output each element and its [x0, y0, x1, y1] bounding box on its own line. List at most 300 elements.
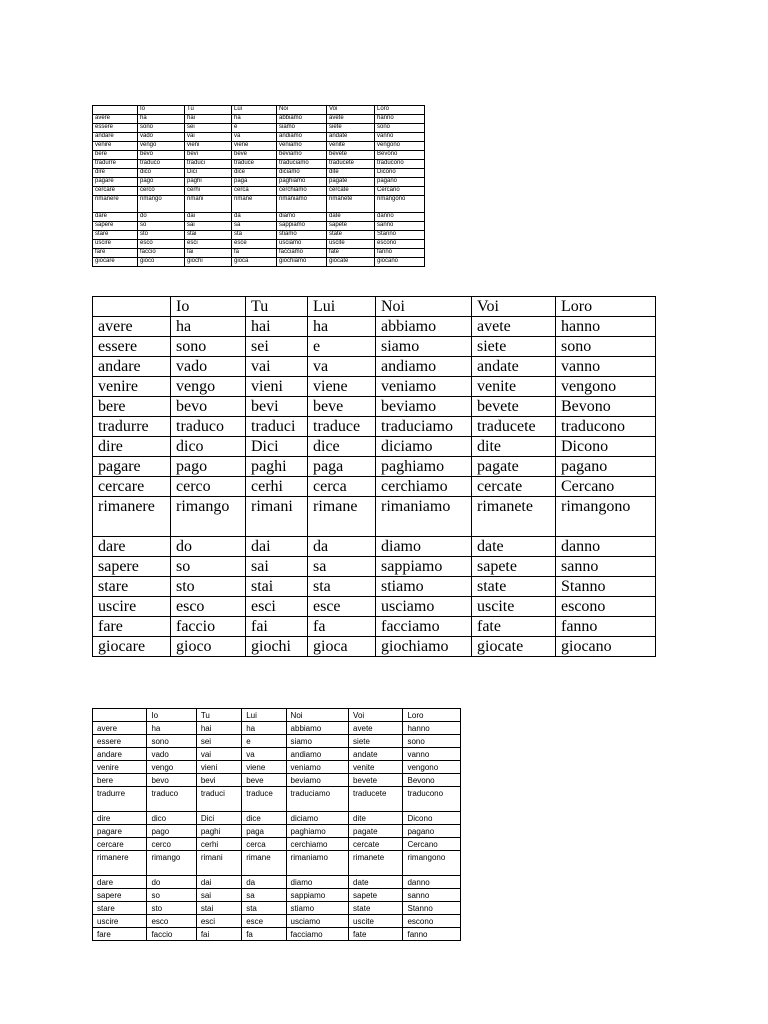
header-corner-cell — [93, 709, 147, 722]
conjugation-cell: sapete — [472, 557, 556, 577]
conjugation-cell: gioca — [308, 637, 376, 657]
conjugation-cell: so — [171, 557, 246, 577]
conjugation-cell: beve — [242, 774, 286, 787]
table-row — [93, 915, 461, 928]
conjugation-table-medium — [92, 708, 461, 941]
conjugation-cell: uscite — [327, 240, 375, 249]
table-row — [93, 617, 656, 637]
verb-cell: sapere — [93, 557, 171, 577]
conjugation-cell: sappiamo — [277, 222, 327, 231]
conjugation-cell: escono — [556, 597, 656, 617]
conjugation-cell: veniamo — [376, 377, 472, 397]
verb-cell: rimanere — [93, 196, 138, 213]
conjugation-cell: vai — [246, 357, 308, 377]
conjugation-cell: vengono — [375, 142, 425, 151]
header-cell: Lui — [232, 106, 277, 115]
conjugation-cell: sai — [196, 889, 241, 902]
conjugation-cell: vai — [196, 748, 241, 761]
conjugation-cell: vado — [171, 357, 246, 377]
conjugation-cell: rimane — [308, 497, 376, 537]
conjugation-cell: vengono — [556, 377, 656, 397]
conjugation-cell: cerchiamo — [376, 477, 472, 497]
conjugation-cell: do — [147, 876, 196, 889]
header-cell: Tu — [185, 106, 232, 115]
table-row — [93, 213, 425, 222]
conjugation-cell: esce — [232, 240, 277, 249]
conjugation-cell: fai — [196, 928, 241, 941]
conjugation-cell: fai — [246, 617, 308, 637]
conjugation-cell: hai — [196, 722, 241, 735]
conjugation-cell: pagano — [403, 825, 461, 838]
conjugation-cell: siete — [472, 337, 556, 357]
conjugation-cell: sapete — [349, 889, 403, 902]
verb-cell: avere — [93, 722, 147, 735]
conjugation-cell: fate — [472, 617, 556, 637]
header-row — [93, 709, 461, 722]
verb-cell: venire — [93, 761, 147, 774]
verb-cell: bere — [93, 151, 138, 160]
conjugation-cell: dico — [147, 812, 196, 825]
table-row — [93, 735, 461, 748]
conjugation-cell: cerco — [138, 187, 185, 196]
conjugation-cell: cerca — [232, 187, 277, 196]
verb-cell: venire — [93, 377, 171, 397]
conjugation-cell: fa — [242, 928, 286, 941]
conjugation-cell: faccio — [138, 249, 185, 258]
conjugation-cell: pago — [138, 178, 185, 187]
conjugation-cell: sta — [308, 577, 376, 597]
conjugation-cell: giocano — [375, 258, 425, 267]
conjugation-cell: traduce — [232, 160, 277, 169]
verb-cell: andare — [93, 133, 138, 142]
conjugation-cell: Dicono — [375, 169, 425, 178]
conjugation-cell: esci — [196, 915, 241, 928]
conjugation-cell: beviamo — [277, 151, 327, 160]
table-row — [93, 249, 425, 258]
conjugation-cell: dice — [232, 169, 277, 178]
conjugation-cell: traduci — [246, 417, 308, 437]
conjugation-cell: abbiamo — [277, 115, 327, 124]
conjugation-cell: fa — [308, 617, 376, 637]
conjugation-cell: stiamo — [286, 902, 349, 915]
conjugation-cell: hanno — [403, 722, 461, 735]
conjugation-cell: paghiamo — [376, 457, 472, 477]
conjugation-cell: dite — [327, 169, 375, 178]
conjugation-cell: giochi — [246, 637, 308, 657]
conjugation-cell: sei — [246, 337, 308, 357]
conjugation-cell: facciamo — [286, 928, 349, 941]
conjugation-cell: pagate — [472, 457, 556, 477]
conjugation-cell: traduciamo — [376, 417, 472, 437]
conjugation-cell: Bevono — [556, 397, 656, 417]
header-cell: Loro — [375, 106, 425, 115]
conjugation-cell: ha — [147, 722, 196, 735]
conjugation-cell: veniamo — [286, 761, 349, 774]
verb-cell: rimanere — [93, 497, 171, 537]
header-row — [93, 297, 656, 317]
conjugation-cell: Dici — [246, 437, 308, 457]
conjugation-cell: traduco — [147, 787, 196, 812]
conjugation-cell: esco — [171, 597, 246, 617]
conjugation-cell: abbiamo — [286, 722, 349, 735]
conjugation-cell: traducete — [472, 417, 556, 437]
conjugation-cell: andiamo — [277, 133, 327, 142]
table-row — [93, 337, 656, 357]
conjugation-cell: bevo — [138, 151, 185, 160]
conjugation-cell: usciamo — [376, 597, 472, 617]
conjugation-cell: venite — [327, 142, 375, 151]
conjugation-cell: sei — [185, 124, 232, 133]
conjugation-cell: giocate — [472, 637, 556, 657]
table-row — [93, 160, 425, 169]
conjugation-cell: siamo — [286, 735, 349, 748]
conjugation-cell: vieni — [196, 761, 241, 774]
conjugation-cell: sanno — [556, 557, 656, 577]
conjugation-cell: do — [171, 537, 246, 557]
verb-cell: dare — [93, 213, 138, 222]
conjugation-cell: fa — [232, 249, 277, 258]
conjugation-cell: danno — [375, 213, 425, 222]
conjugation-cell: Stanno — [403, 902, 461, 915]
conjugation-cell: fate — [327, 249, 375, 258]
conjugation-cell: Dicono — [556, 437, 656, 457]
conjugation-cell: traducete — [327, 160, 375, 169]
verb-cell: uscire — [93, 240, 138, 249]
table-row — [93, 317, 656, 337]
conjugation-cell: so — [138, 222, 185, 231]
conjugation-cell: sappiamo — [376, 557, 472, 577]
conjugation-cell: andate — [349, 748, 403, 761]
conjugation-cell: Bevono — [403, 774, 461, 787]
conjugation-cell: gioco — [171, 637, 246, 657]
conjugation-cell: usciamo — [286, 915, 349, 928]
conjugation-cell: do — [138, 213, 185, 222]
conjugation-cell: fanno — [556, 617, 656, 637]
conjugation-cell: diciamo — [277, 169, 327, 178]
header-cell: Lui — [308, 297, 376, 317]
conjugation-cell: siamo — [376, 337, 472, 357]
conjugation-cell: diciamo — [376, 437, 472, 457]
conjugation-cell: sai — [246, 557, 308, 577]
conjugation-cell: vanno — [403, 748, 461, 761]
conjugation-cell: usciamo — [277, 240, 327, 249]
conjugation-cell: Cercano — [375, 187, 425, 196]
table-row — [93, 258, 425, 267]
header-cell: Noi — [286, 709, 349, 722]
conjugation-cell: rimaniamo — [286, 851, 349, 876]
conjugation-cell: Dicono — [403, 812, 461, 825]
conjugation-cell: sa — [232, 222, 277, 231]
conjugation-cell: vanno — [375, 133, 425, 142]
conjugation-cell: pagate — [327, 178, 375, 187]
conjugation-cell: rimane — [232, 196, 277, 213]
table-row — [93, 838, 461, 851]
conjugation-cell: ha — [171, 317, 246, 337]
conjugation-cell: fate — [349, 928, 403, 941]
header-cell: Io — [171, 297, 246, 317]
verb-cell: stare — [93, 231, 138, 240]
table-row — [93, 115, 425, 124]
conjugation-cell: cerhi — [246, 477, 308, 497]
conjugation-cell: traduco — [138, 160, 185, 169]
conjugation-cell: traducono — [375, 160, 425, 169]
conjugation-cell: sai — [185, 222, 232, 231]
conjugation-cell: stai — [246, 577, 308, 597]
header-cell: Voi — [472, 297, 556, 317]
conjugation-cell: cercate — [327, 187, 375, 196]
conjugation-cell: paghiamo — [277, 178, 327, 187]
conjugation-cell: rimango — [147, 851, 196, 876]
conjugation-cell: sto — [171, 577, 246, 597]
conjugation-cell: danno — [556, 537, 656, 557]
conjugation-cell: cercate — [472, 477, 556, 497]
table-row — [93, 196, 425, 213]
conjugation-cell: da — [308, 537, 376, 557]
verb-cell: rimanere — [93, 851, 147, 876]
conjugation-cell: sono — [403, 735, 461, 748]
table-row — [93, 902, 461, 915]
conjugation-cell: esci — [185, 240, 232, 249]
conjugation-cell: e — [242, 735, 286, 748]
table-row — [93, 417, 656, 437]
conjugation-cell: diamo — [277, 213, 327, 222]
conjugation-cell: andiamo — [286, 748, 349, 761]
conjugation-cell: sono — [375, 124, 425, 133]
table-row — [93, 761, 461, 774]
table-row — [93, 169, 425, 178]
conjugation-cell: paghi — [185, 178, 232, 187]
conjugation-cell: hanno — [375, 115, 425, 124]
conjugation-cell: avete — [349, 722, 403, 735]
header-cell: Loro — [556, 297, 656, 317]
conjugation-cell: stai — [196, 902, 241, 915]
table-row — [93, 240, 425, 249]
conjugation-cell: gioco — [138, 258, 185, 267]
conjugation-cell: rimane — [242, 851, 286, 876]
conjugation-cell: paghi — [246, 457, 308, 477]
conjugation-cell: diciamo — [286, 812, 349, 825]
conjugation-cell: date — [327, 213, 375, 222]
conjugation-cell: viene — [232, 142, 277, 151]
conjugation-cell: traduce — [242, 787, 286, 812]
conjugation-cell: bevi — [246, 397, 308, 417]
conjugation-cell: dice — [308, 437, 376, 457]
verb-cell: avere — [93, 115, 138, 124]
conjugation-cell: andate — [472, 357, 556, 377]
conjugation-cell: date — [472, 537, 556, 557]
verb-cell: pagare — [93, 825, 147, 838]
verb-cell: cercare — [93, 187, 138, 196]
conjugation-cell: sta — [242, 902, 286, 915]
table-row — [93, 812, 461, 825]
header-cell: Voi — [349, 709, 403, 722]
conjugation-cell: pagano — [556, 457, 656, 477]
conjugation-cell: sono — [147, 735, 196, 748]
conjugation-cell: sono — [556, 337, 656, 357]
table-row — [93, 437, 656, 457]
table-row — [93, 748, 461, 761]
table-row — [93, 928, 461, 941]
conjugation-cell: dico — [138, 169, 185, 178]
conjugation-cell: stai — [185, 231, 232, 240]
verb-cell: essere — [93, 124, 138, 133]
conjugation-cell: fai — [185, 249, 232, 258]
conjugation-cell: vai — [185, 133, 232, 142]
header-cell: Voi — [327, 106, 375, 115]
verb-cell: dire — [93, 437, 171, 457]
conjugation-cell: da — [242, 876, 286, 889]
conjugation-cell: vengo — [171, 377, 246, 397]
table-row — [93, 876, 461, 889]
conjugation-cell: dai — [185, 213, 232, 222]
conjugation-cell: vado — [138, 133, 185, 142]
conjugation-cell: stiamo — [277, 231, 327, 240]
conjugation-cell: bevo — [171, 397, 246, 417]
table-row — [93, 477, 656, 497]
conjugation-cell: hanno — [556, 317, 656, 337]
conjugation-cell: bevi — [185, 151, 232, 160]
header-cell: Noi — [277, 106, 327, 115]
conjugation-cell: traduci — [185, 160, 232, 169]
conjugation-cell: cerca — [308, 477, 376, 497]
conjugation-cell: rimangono — [403, 851, 461, 876]
conjugation-cell: da — [232, 213, 277, 222]
conjugation-cell: uscite — [472, 597, 556, 617]
header-cell: Io — [138, 106, 185, 115]
header-corner-cell — [93, 297, 171, 317]
verb-cell: sapere — [93, 889, 147, 902]
conjugation-cell: rimangono — [375, 196, 425, 213]
header-cell: Noi — [376, 297, 472, 317]
conjugation-cell: sa — [242, 889, 286, 902]
conjugation-cell: Cercano — [556, 477, 656, 497]
conjugation-cell: paga — [308, 457, 376, 477]
conjugation-cell: diamo — [376, 537, 472, 557]
conjugation-cell: dai — [246, 537, 308, 557]
verb-cell: andare — [93, 748, 147, 761]
table-row — [93, 357, 656, 377]
verb-cell: tradurre — [93, 160, 138, 169]
conjugation-cell: pagate — [349, 825, 403, 838]
conjugation-cell: Dici — [185, 169, 232, 178]
conjugation-cell: pago — [171, 457, 246, 477]
conjugation-cell: faccio — [171, 617, 246, 637]
conjugation-cell: fanno — [403, 928, 461, 941]
conjugation-cell: bevi — [196, 774, 241, 787]
header-row — [93, 106, 425, 115]
conjugation-cell: traduci — [196, 787, 241, 812]
conjugation-cell: cerca — [242, 838, 286, 851]
verb-cell: pagare — [93, 457, 171, 477]
conjugation-cell: bevete — [349, 774, 403, 787]
conjugation-cell: vengono — [403, 761, 461, 774]
conjugation-cell: esce — [242, 915, 286, 928]
conjugation-cell: Bevono — [375, 151, 425, 160]
verb-cell: sapere — [93, 222, 138, 231]
table-row — [93, 377, 656, 397]
table-row — [93, 231, 425, 240]
verb-cell: dire — [93, 812, 147, 825]
conjugation-cell: esci — [246, 597, 308, 617]
conjugation-cell: rimango — [171, 497, 246, 537]
conjugation-cell: giochiamo — [376, 637, 472, 657]
conjugation-cell: sa — [308, 557, 376, 577]
conjugation-cell: avete — [327, 115, 375, 124]
conjugation-cell: sanno — [403, 889, 461, 902]
conjugation-cell: traducete — [349, 787, 403, 812]
table-row — [93, 597, 656, 617]
conjugation-cell: rimaniamo — [376, 497, 472, 537]
table-row — [93, 457, 656, 477]
header-cell: Io — [147, 709, 196, 722]
conjugation-cell: dite — [472, 437, 556, 457]
conjugation-cell: faccio — [147, 928, 196, 941]
conjugation-cell: gioca — [232, 258, 277, 267]
conjugation-cell: beve — [308, 397, 376, 417]
conjugation-cell: beve — [232, 151, 277, 160]
table-row — [93, 222, 425, 231]
conjugation-cell: vanno — [556, 357, 656, 377]
conjugation-cell: sappiamo — [286, 889, 349, 902]
conjugation-cell: cercate — [349, 838, 403, 851]
verb-cell: dare — [93, 537, 171, 557]
conjugation-cell: viene — [242, 761, 286, 774]
conjugation-cell: rimanete — [472, 497, 556, 537]
conjugation-cell: paga — [232, 178, 277, 187]
verb-cell: dare — [93, 876, 147, 889]
table-row — [93, 497, 656, 537]
conjugation-cell: e — [232, 124, 277, 133]
table-row — [93, 787, 461, 812]
conjugation-cell: rimani — [196, 851, 241, 876]
conjugation-cell: diamo — [286, 876, 349, 889]
conjugation-cell: paghi — [196, 825, 241, 838]
verb-cell: fare — [93, 617, 171, 637]
header-corner-cell — [93, 106, 138, 115]
header-cell: Tu — [246, 297, 308, 317]
conjugation-cell: vado — [147, 748, 196, 761]
conjugation-cell: dice — [242, 812, 286, 825]
conjugation-cell: abbiamo — [376, 317, 472, 337]
table-row — [93, 537, 656, 557]
conjugation-cell: cerco — [147, 838, 196, 851]
verb-cell: venire — [93, 142, 138, 151]
conjugation-cell: bevete — [472, 397, 556, 417]
conjugation-cell: andate — [327, 133, 375, 142]
conjugation-cell: traducono — [556, 417, 656, 437]
conjugation-cell: beviamo — [376, 397, 472, 417]
table-row — [93, 825, 461, 838]
table-row — [93, 142, 425, 151]
conjugation-cell: fanno — [375, 249, 425, 258]
conjugation-cell: danno — [403, 876, 461, 889]
conjugation-cell: rimanete — [327, 196, 375, 213]
conjugation-cell: bevete — [327, 151, 375, 160]
verb-cell: bere — [93, 774, 147, 787]
verb-cell: stare — [93, 902, 147, 915]
conjugation-cell: vieni — [246, 377, 308, 397]
conjugation-cell: va — [242, 748, 286, 761]
conjugation-cell: esco — [147, 915, 196, 928]
verb-cell: giocare — [93, 637, 171, 657]
conjugation-cell: rimani — [246, 497, 308, 537]
conjugation-cell: giochiamo — [277, 258, 327, 267]
verb-cell: tradurre — [93, 787, 147, 812]
conjugation-cell: traduciamo — [277, 160, 327, 169]
conjugation-cell: sto — [138, 231, 185, 240]
conjugation-cell: state — [349, 902, 403, 915]
conjugation-cell: so — [147, 889, 196, 902]
